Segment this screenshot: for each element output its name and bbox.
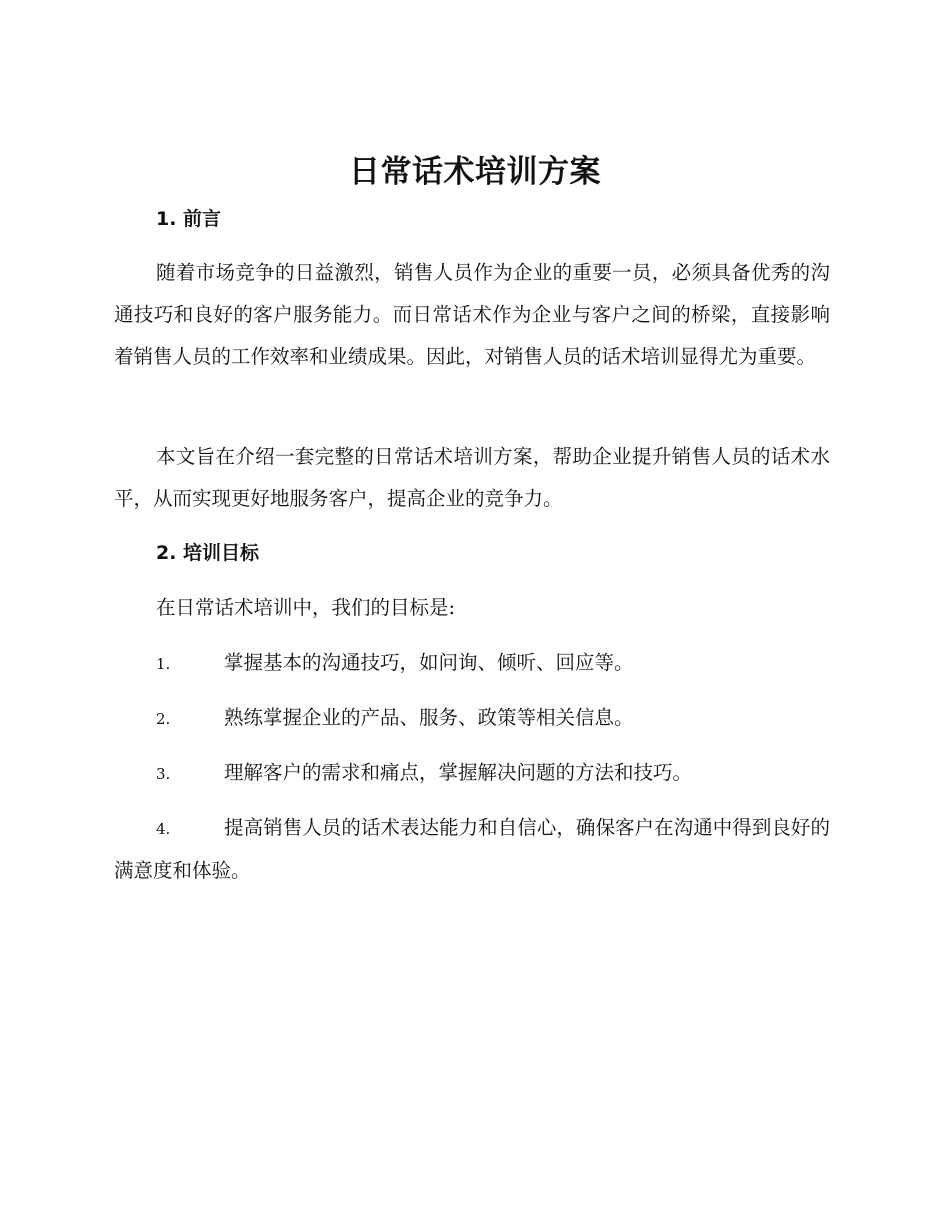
list-number: 4.: [156, 820, 171, 838]
list-text: 理解客户的需求和痛点，掌握解决问题的方法和技巧。: [224, 761, 693, 784]
preface-paragraph-2: 本文旨在介绍一套完整的日常话术培训方案，帮助企业提升销售人员的话术水平，从而实现更好地服务客户，提高企业的竞争力。: [114, 445, 830, 510]
list-number: 1.: [156, 655, 171, 673]
preface-paragraph-1: 随着市场竞争的日益激烈，销售人员作为企业的重要一员，必须具备优秀的沟通技巧和良好的客户服务能力。而日常话术作为企业与客户之间的桥梁，直接影响着销售人员的工作效率和业绩成果。因此，对销售人员的话术培训显得尤为重要。: [114, 261, 830, 368]
section-heading-goals: 2. 培训目标: [156, 542, 260, 564]
list-text: 提高销售人员的话术表达能力和自信心，确保客户在沟通中得到良好的满意度和体验。: [114, 816, 830, 882]
list-number: 2.: [156, 710, 171, 728]
goals-intro: 在日常话术培训中，我们的目标是:: [156, 596, 456, 619]
list-item: [114, 752, 830, 795]
list-item: [114, 697, 830, 740]
list-item: [114, 807, 830, 892]
document-title: 日常话术培训方案: [349, 154, 601, 190]
list-item: [114, 642, 830, 685]
list-number: 3.: [156, 765, 171, 783]
list-text: 掌握基本的沟通技巧，如问询、倾听、回应等。: [224, 651, 634, 674]
section-heading-preface: 1. 前言: [156, 208, 222, 230]
list-text: 熟练掌握企业的产品、服务、政策等相关信息。: [224, 706, 634, 729]
